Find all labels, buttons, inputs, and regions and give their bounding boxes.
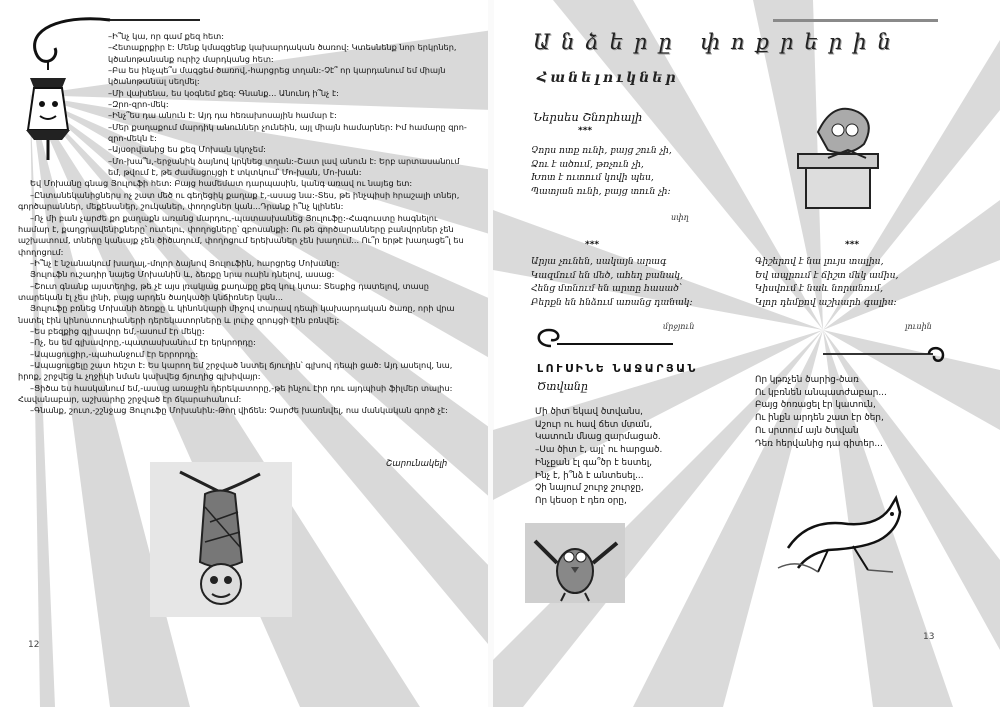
story-paragraph: –Մեր քաղաքում մարդիկ անուններ չունեին, այլ միայն համարներ: Իմ համարը զրո-զրո-մեկն է: [108,121,467,144]
divider-line [823,353,933,355]
verse-line: Կազմում են մեծ, ահեղ բանակ, [531,269,684,281]
story-paragraph: –Ցիծա ես հասկանում եմ,-ասաց առաջին դերեկատորը,-թե ինչու էիր դու այդպիսի ֆիլմեր տալիս: Հավանաբար, աշխարհը շրջված էր ճկարահանում: [18,382,453,404]
top-rule [773,19,938,22]
riddle-1 [531,144,672,198]
continued-signature: Շարունակելի [386,459,448,469]
verse-line: Դեռ հերվանից դա գիտեր... [755,438,883,449]
story-paragraph: –Ապացուցելը շատ հեշտ է: Ես կարող եմ շրջված նստել ճյուղին՝ գլխով դեպի ցած: Այդ ասելով, նա, իրոք, շրջվեց և չղջիկի նման կախվեց ճյուղից գլխիվայր: [18,359,453,382]
stars-divider: *** [845,240,860,250]
poet-name: ԼՈՒՍԻՆԵ ՆԱՋԱՐՅԱՆ [537,362,698,375]
cat-illustration [768,488,908,578]
swirl-ornament [925,344,947,366]
verse-line: Եվ ապրում է ճիշտ մեկ ամիս, [755,269,899,281]
story-paragraph: –Բա ես ինչպե՞ս մազցեմ ծառով,-հարցրեց տղան:-Չէ՞ որ կարդանում եմ միայն կծանոթանալ սեղմել: [108,65,446,87]
story-paragraph: Եվ Մոխանը գնաց Յուլուֆի հետ: Բայց համեմատ դարպասին, կանգ առավ ու նայեց ետ: [30,178,413,189]
verse-line: Ու սրտում այն ծտվան [755,425,859,436]
verse-line: Խոտ է ուտում կովի պես, [531,172,654,184]
verse-line: Որ կթռչեն ծարից-ծառ [755,375,859,385]
story-paragraph: –Ապացուցիր,-պահանջում էր երրորդը: [30,348,199,359]
story-paragraph: –Հետաքրքիր է: Մենք կմազցենք կախարդական ծառով: Կտեսնենք նոր երկրներ, կծանոթանանք ուրիշ մարդկանց հետ: [108,42,457,64]
verse-line: –Սա ծիտ է, այլ՝ ու հարցած. [535,445,663,456]
verse-line: Ինչքան էլ գա՞ծր է եստել, [535,457,653,468]
verse-line: Կիսվում է նաև նորանում, [755,283,884,295]
verse-line: Հենց մտնում են արտը հասած՝ [531,283,683,295]
story-paragraph: –Զրո-զրո-մեկ: [108,99,169,110]
verse-line: Ինչ է, ի՞նձ է անտեսել... [535,470,644,481]
riddle-1-answer: սփղ [671,213,689,222]
verse-line: Պատյան ունի, բայց տուն չի: [531,185,671,197]
story-paragraph: –Գնանք, շուտ,-շշնջաց Յուլուֆը Մոխանին:-Թող վիճեն: Չարժե խառնվել, ոա մանկական գործ չէ: [30,405,448,416]
left-page [0,0,493,707]
riddle-2-answer: մրջյուն [663,322,695,331]
story-paragraph: –Ոչ մի բան չարժե քո քաղաքն առանց մարդու,-պատասխանեց Յուլուֆը:-Հագուստը հագնելու համար է, քաղցրավենիքները՝ ուտելու, փողոցները՝ զբոսանքի: Ու թե գործարանները բանվորներ չեն աշխատում, տները կանայք չեն ծիծաղում, փողոցում երեխաներ չեն խաղում... Ու՞ր երթէ խաղացե՞լ ես փողոցում: [18,212,464,257]
riddle-3-answer: լուսին [905,322,932,331]
riddle-author: Ներսես Շնորհալի [533,110,643,124]
reading-boy-illustration [788,92,908,212]
page-number: 12 [28,640,40,650]
verse-line: Գիշերով է նա լույս տալիս, [755,256,884,267]
story-paragraph: –Ոչ, ես եմ գլխավորը,-պատասխանում էր երկրորդը: [30,337,256,348]
magazine-title: Անձերը փոքրերին [533,30,902,54]
verse-line: Բայց ծոռացել էր կատուն, [755,400,876,411]
section-title: Հանելուկներ [537,70,679,86]
story-paragraph: –Ընտանեկանիցներս ոչ շատ մեծ ու գեղեցիկ քաղաք է,-ասաց նա:-Տես, թե ինչպիսի հրաշալի տներ, գործարաններ, մեքենաներ, շուկաներ, փողոցներ կան...Դրանք ի՞նչ կլինեն: [18,189,460,212]
story-paragraph: –Այսօրվանից ես քեզ Մոխան կկոչեմ: [108,144,266,155]
right-page [493,0,1000,707]
riddle-3 [755,255,898,309]
verse-line: Արյա չունեն, սակայն արագ [531,256,667,267]
verse-line: Մի ծիտ եկավ ծտվանս, [535,407,643,417]
poem-part-1 [535,406,662,508]
page-number: 13 [923,632,935,642]
story-paragraph: –Մո-խա՞ն,-երջանիկ ձայնով կրկնեց տղան:-Շատ լավ անուն է: Երբ արտասանում եմ, թվում է, թե ժամացույցի է տկտկում՝ Մո-խան, Մո-խան: [108,155,460,178]
riddle-2 [531,255,693,309]
story-paragraph: –Մի վախենա, ես կօգնեմ քեզ: Գնանք... Անունդ ի՞նչ է: [108,87,339,98]
verse-line: Աշուր ու հավ ճետ մտան, [535,419,653,430]
story-paragraph: –Ի՞նչ կա, որ գամ քեզ հետ: [108,31,224,41]
story-paragraph: –Ես բեզքից գլխավոր եմ,-ասում էր մեկը: [30,325,205,336]
verse-line: Որ կեսօր է դեռ օրը, [535,495,627,506]
verse-line: Բերքն են հնձում առանց դանակ: [531,296,693,308]
swirl-ornament [533,326,673,356]
verse-line: Չորս ոտք ունի, բայց շուն չի, [531,145,672,156]
bat-illustration [150,462,292,617]
verse-line: Կլոր դեմքով աշխարհ գալիս: [755,296,897,308]
verse-line: Կատուն մնաց զարմացած. [535,432,661,443]
bird-illustration [525,523,625,603]
story-paragraph: –Շուտ գնանք այստեղից, թե չէ այս լռակյաց քաղաքը քեզ կուլ կտա: Տեսքից դատելով, տասը տարեկան էլ չես լինի, բայց արդեն ծաղկածի կնճիռներ կան... [18,280,429,302]
poem-part-2 [755,374,887,450]
poem-title: Ծտվանը [537,380,588,393]
story-paragraph: –Ինչ՞ես դա անուն է: Այդ դա հեռախոսային համար է: [108,110,337,121]
stars-divider: *** [578,126,593,136]
story-paragraph: Յուլուֆն ուշադիր նայեց Մոխանին և, ձեռքը նրա ուսին դնելով, ասաց: [30,269,335,280]
verse-line: Չի նայում շուրջ շուրջը, [535,483,644,494]
stars-divider: *** [585,240,600,250]
verse-line: Ու կբռնեն անպատժաբար... [755,387,887,398]
verse-line: Ձու է ածում, թռչուն չի, [531,158,644,170]
story-paragraph: Յուլուֆը բռնեց Մոխանի ձեռքը և կինոնկարի միջով տարավ դեպի կախարդական ծառը, որի վրա նստել էին կինոստուդիաների դերեկատորները և լուրջ զրույցի էին բռնվել: [18,303,455,325]
verse-line: Ու ինքն արդեն շատ էր ծեր, [755,413,884,424]
story-text [18,31,470,417]
story-paragraph: –Ի՞նչ է նշանակում խաղալ,-մոլոր ձայնով Յուլուֆին, հարցրեց Մոխանը: [30,257,340,268]
